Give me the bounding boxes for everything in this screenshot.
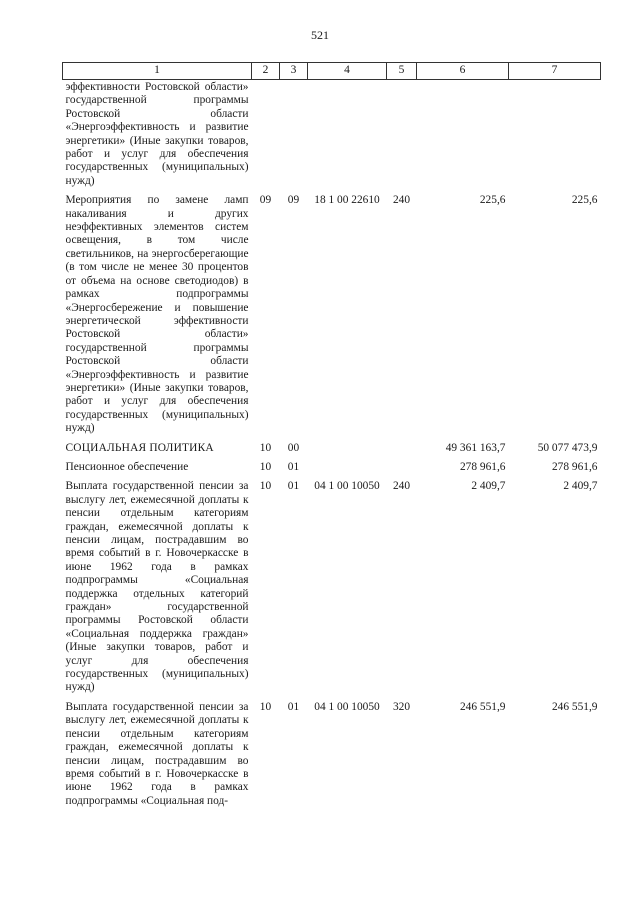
header-cell: 4: [308, 63, 387, 80]
row-vr: [387, 455, 417, 474]
row-rz: [252, 80, 280, 189]
row-vr: 320: [392, 700, 411, 713]
row-name: эффективности Ростовской области» государственной программы Ростовской области «Энергоэффективность и развитие энергетики» (Иные закупки товаров, работ и услуг для обеспечения государственных (муниципальных) нужд): [65, 81, 249, 187]
row-year2: 50 077 473,9: [537, 441, 598, 454]
header-cell: 1: [63, 63, 252, 80]
row-name: Выплата государственной пенсии за выслугу лет, ежемесячной доплаты к пенсии отдельным категориям граждан, ежемесячной доплаты к пенсии лицам, пострадавшим во время событий в г. Новочеркасске в июне 1962 года в рамках подпрограммы «Социальная поддержка отдельных категорий граждан» государственной программы Ростовской области «Социальная поддержка граждан» (Иные закупки товаров, работ и услуг для обеспечения государственных (муниципальных) нужд): [65, 480, 249, 694]
row-year2: [509, 80, 601, 189]
table-row: [63, 436, 601, 455]
row-csr: 04 1 00 10050: [314, 480, 380, 493]
row-vr: 240: [392, 480, 411, 493]
row-rz: 09: [259, 194, 272, 207]
row-name: Пенсионное обеспечение: [65, 460, 189, 473]
budget-table: [62, 62, 601, 808]
page-number: 521: [311, 28, 329, 42]
header-cell: 3: [280, 63, 308, 80]
row-pr: 00: [287, 441, 300, 454]
table-row: [63, 80, 601, 189]
row-year2: 278 961,6: [551, 460, 598, 473]
row-csr: 04 1 00 10050: [314, 700, 380, 713]
row-pr: 01: [287, 700, 300, 713]
table-row: [63, 474, 601, 695]
row-rz: 10: [259, 460, 272, 473]
row-year1: 225,6: [479, 194, 506, 207]
row-year1: [417, 80, 509, 189]
row-name: Выплата государственной пенсии за выслугу лет, ежемесячной доплаты к пенсии отдельным категориям граждан, ежемесячной доплаты к пенсии лицам, пострадавшим во время событий в г. Новочеркасске в июне 1962 года в рамках подпрограммы «Социальная под-: [65, 700, 249, 807]
header-cell: 2: [252, 63, 280, 80]
row-year1: 49 361 163,7: [445, 441, 506, 454]
row-year1: 2 409,7: [471, 480, 506, 493]
header-cell: 5: [387, 63, 417, 80]
row-vr: [387, 436, 417, 455]
row-pr: 01: [287, 460, 300, 473]
table-row: [63, 455, 601, 474]
row-year1: 246 551,9: [459, 700, 506, 713]
row-csr: [308, 436, 387, 455]
row-pr: 01: [287, 480, 300, 493]
row-pr: [280, 80, 308, 189]
row-name: Мероприятия по замене ламп накаливания и других неэффективных элементов систем освещения, в том числе светильников, на энергосберегающие (в том числе не менее 30 процентов от объема на основе светодиодов) в рамках подпрограммы «Энергосбережение и повышение энергетической эффективности Ростовской области» государственной программы Ростовской области «Энергоэффективность и развитие энергетики» (Иные закупки товаров, работ и услуг для обеспечения государственных (муниципальных) нужд): [65, 194, 249, 435]
header-cell: 7: [509, 63, 601, 80]
table-row: [63, 188, 601, 435]
row-csr: [308, 80, 387, 189]
row-year2: 2 409,7: [563, 480, 598, 493]
header-cell: 6: [417, 63, 509, 80]
row-csr: [308, 455, 387, 474]
row-year2: 225,6: [571, 194, 598, 207]
row-csr: 18 1 00 22610: [314, 194, 380, 207]
row-pr: 09: [287, 194, 300, 207]
row-vr: 240: [392, 194, 411, 207]
table-header-row: [63, 63, 601, 80]
row-year1: 278 961,6: [459, 460, 506, 473]
row-rz: 10: [259, 700, 272, 713]
table-row: [63, 695, 601, 808]
row-rz: 10: [259, 441, 272, 454]
row-year2: 246 551,9: [551, 700, 598, 713]
row-name: СОЦИАЛЬНАЯ ПОЛИТИКА: [65, 441, 214, 454]
row-rz: 10: [259, 480, 272, 493]
row-vr: [387, 80, 417, 189]
